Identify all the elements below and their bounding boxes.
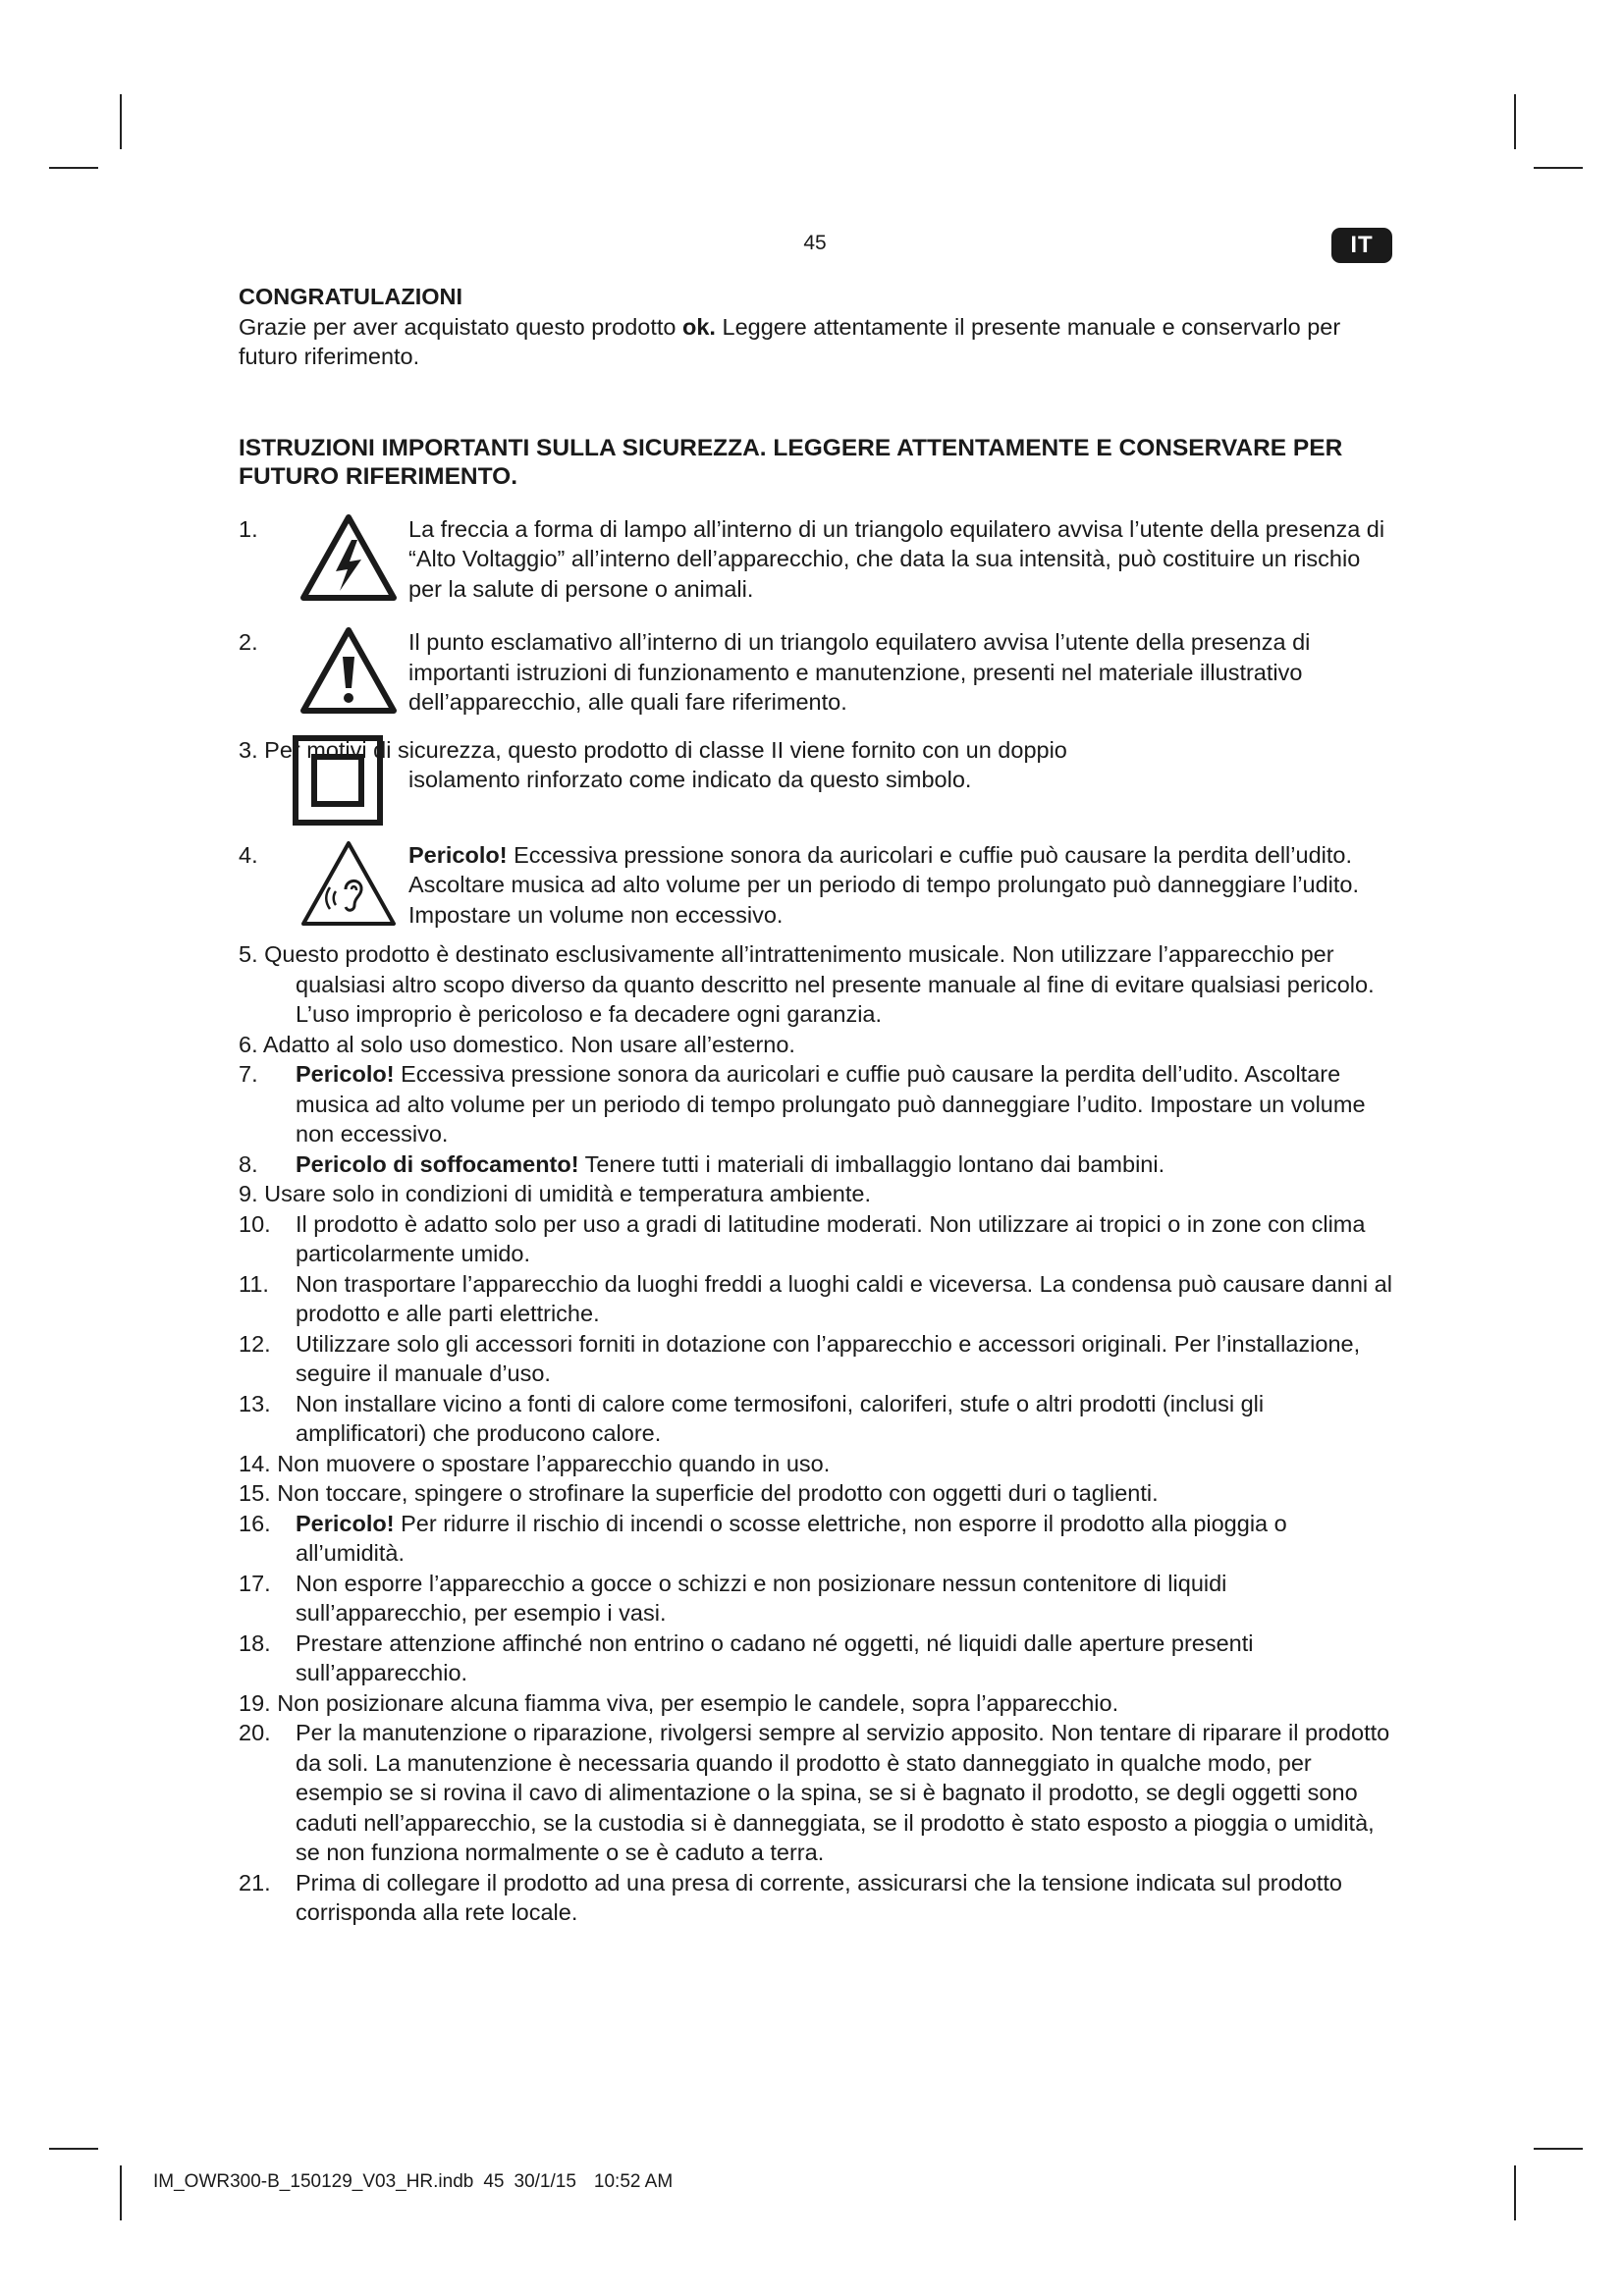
item-body: Questo prodotto è destinato esclusivamente all’intrattenimento musicale. Non utilizzare l’apparecchio per qualsiasi altro scopo diverso da quanto descritto nel presente manuale al fine di evitare qualsiasi pericolo. L’uso improprio è pericoloso e fa decadere ogni garanzia. — [264, 941, 1375, 1027]
congratulations-text — [239, 312, 1397, 372]
item-number: 6. — [239, 1031, 258, 1057]
list-item — [239, 1059, 1397, 1149]
item-text — [277, 1451, 830, 1476]
list-item — [239, 1629, 1397, 1688]
item-body: Prima di collegare il prodotto ad una presa di corrente, assicurarsi che la tensione indicata sul prodotto corrisponda alla rete locale. — [296, 1869, 1342, 1925]
list-item — [239, 1329, 1397, 1389]
crop-mark — [1534, 2148, 1583, 2150]
congratulations-title: CONGRATULAZIONI — [239, 284, 463, 309]
item-bold-label: Pericolo! — [296, 1510, 395, 1536]
brand-name: ok. — [682, 313, 716, 340]
item-number: 19. — [239, 1689, 271, 1716]
item-bold-label: Pericolo di soffocamento! — [296, 1150, 579, 1177]
language-badge: IT — [1331, 228, 1392, 263]
item-number: 10. — [239, 1210, 271, 1237]
item-text — [296, 1329, 1397, 1389]
item-body: Adatto al solo uso domestico. Non usare all’esterno. — [262, 1031, 795, 1057]
item-number: 7. — [239, 1061, 258, 1087]
item-body: Tenere tutti i materiali di imballaggio lontano dai bambini. — [578, 1150, 1165, 1177]
crop-mark — [120, 94, 122, 149]
item-body: Il prodotto è adatto solo per uso a gradi di latitudine moderati. Non utilizzare ai tropici o in zone con clima particolarmente umido. — [296, 1210, 1366, 1266]
item-body: Non installare vicino a fonti di calore come termosifoni, caloriferi, stufe o altri prodotti (inclusi gli amplificatori) che producono calore. — [296, 1390, 1265, 1446]
list-item — [239, 1449, 1397, 1479]
list-item — [239, 1209, 1397, 1269]
class-ii-double-insulation-icon — [293, 735, 383, 833]
congratulations-text-end: Leggere attentamente il presente manuale e conservarlo per futuro riferimento. — [239, 313, 1341, 369]
item-text — [296, 1868, 1397, 1928]
safety-title: ISTRUZIONI IMPORTANTI SULLA SICUREZZA. LEGGERE ATTENTAMENTE E CONSERVARE PER FUTURO RIFERIMENTO. — [239, 434, 1343, 490]
item-body: Non esporre l’apparecchio a gocce o schizzi e non posizionare nessun contenitore di liquidi sull’apparecchio, per esempio i vasi. — [296, 1570, 1227, 1626]
item-number: 18. — [239, 1629, 271, 1656]
list-item — [239, 1030, 1397, 1060]
symbol-item-text: La freccia a forma di lampo all’interno di un triangolo equilatero avvisa l’utente della presenza di “Alto Voltaggio” all’interno dell’apparecchio, che data la sua intensità, può costituire un rischio per la salute di persone o animali. — [408, 515, 1385, 602]
page-number: 45 — [803, 232, 827, 254]
item-number: 5. — [239, 941, 258, 967]
item-number: 15. — [239, 1480, 271, 1506]
item-number: 21. — [239, 1869, 271, 1896]
item-number: 2. — [239, 629, 258, 655]
safety-list — [239, 939, 1397, 1928]
item-body: Utilizzare solo gli accessori forniti in dotazione con l’apparecchio e accessori originali. Per l’installazione, seguire il manuale d’uso. — [296, 1330, 1361, 1386]
page-content — [239, 282, 1397, 1928]
symbol-item — [239, 735, 1397, 795]
item-text — [296, 1718, 1397, 1868]
item-text — [277, 1480, 1158, 1506]
list-item — [239, 1478, 1397, 1509]
footer-file: IM_OWR300-B_150129_V03_HR.indb — [153, 2171, 474, 2192]
item-text — [296, 1509, 1397, 1569]
item-number: 9. — [239, 1181, 258, 1206]
exclamation-warning-icon — [288, 627, 408, 714]
item-number: 3. — [239, 736, 258, 763]
danger-label: Pericolo! — [408, 841, 508, 868]
item-number: 12. — [239, 1330, 271, 1357]
item-body: Per ridurre il rischio di incendi o scosse elettriche, non esporre il prodotto alla pioggia o all’umidità. — [296, 1510, 1287, 1566]
symbol-item — [239, 840, 1397, 931]
high-voltage-warning-icon — [288, 514, 408, 601]
item-text — [296, 1269, 1397, 1329]
crop-mark — [49, 167, 98, 169]
list-item — [239, 1688, 1397, 1719]
list-item — [239, 1718, 1397, 1868]
footer-time: 10:52 AM — [593, 2171, 674, 2192]
item-text — [277, 1690, 1118, 1716]
item-body: Per la manutenzione o riparazione, rivolgersi sempre al servizio apposito. Non tentare di riparare il prodotto da soli. La manutenzione è necessaria quando il prodotto è stato danneggiato in qualche modo, per esempio se si rovina il cavo di alimentazione o la spina, se si è bagnato il prodotto, se degli oggetti sono caduti nell’apparecchio, se la custodia si è danneggiata, se il prodotto è stato esposto a pioggia o umidità, se non funziona normalmente o se è caduto a terra. — [296, 1720, 1390, 1865]
item-number: 14. — [239, 1450, 271, 1476]
item-bold-label: Pericolo! — [296, 1061, 395, 1087]
list-item — [239, 1149, 1397, 1180]
item-body: Non trasportare l’apparecchio da luoghi freddi a luoghi caldi e viceversa. La condensa può causare danni al prodotto e alle parti elettriche. — [296, 1270, 1392, 1326]
symbol-item — [239, 627, 1397, 718]
item-text — [296, 1149, 1397, 1180]
item-number: 20. — [239, 1720, 271, 1745]
item-number: 11. — [239, 1270, 269, 1297]
item-text — [296, 1209, 1397, 1269]
congratulations-text-start: Grazie per aver acquistato questo prodotto — [239, 313, 682, 340]
item-body: Non muovere o spostare l’apparecchio quando in uso. — [277, 1450, 831, 1476]
symbol-item-text-line1 — [239, 735, 1397, 766]
symbol-item-text: Il punto esclamativo all’interno di un triangolo equilatero avvisa l’utente della presenza di importanti istruzioni di funzionamento e manutenzione, presenti nel materiale illustrativo dell’apparecchio, alle quali fare riferimento. — [408, 629, 1311, 715]
item-number: 1. — [239, 515, 258, 542]
crop-mark — [1514, 2165, 1516, 2220]
item-text — [264, 1181, 871, 1206]
symbol-item — [239, 514, 1397, 605]
print-footer — [153, 2171, 682, 2193]
item-text — [296, 1569, 1397, 1629]
item-text — [264, 941, 1374, 1027]
item-number: 13. — [239, 1390, 271, 1416]
list-item — [239, 1509, 1397, 1569]
item-body: Eccessiva pressione sonora da auricolari e cuffie può causare la perdita dell’udito. Ascoltare musica ad alto volume per un periodo di tempo prolungato può danneggiare l’udito. Impostare un volume non eccessivo. — [296, 1061, 1366, 1147]
crop-mark — [1514, 94, 1516, 149]
symbol-item-text: Per motivi di sicurezza, questo prodotto di classe II viene fornito con un doppio — [264, 736, 1067, 763]
list-item — [239, 939, 1397, 1030]
crop-mark — [1534, 167, 1583, 169]
item-text — [296, 1629, 1397, 1688]
footer-page: 45 — [483, 2171, 505, 2192]
symbol-item-text-body: Eccessiva pressione sonora da auricolari e cuffie può causare la perdita dell’udito. Ascoltare musica ad alto volume per un periodo di tempo prolungato può danneggiare l’udito. Impostare un volume non eccessivo. — [408, 841, 1360, 928]
list-item — [239, 1868, 1397, 1928]
item-number: 8. — [239, 1150, 258, 1177]
crop-mark — [49, 2148, 98, 2150]
hearing-damage-warning-icon — [288, 840, 408, 927]
crop-mark — [120, 2165, 122, 2220]
symbol-item-text — [408, 840, 1397, 931]
list-item — [239, 1269, 1397, 1329]
list-item — [239, 1179, 1397, 1209]
item-number: 17. — [239, 1570, 271, 1596]
list-item — [239, 1389, 1397, 1449]
item-body: Usare solo in condizioni di umidità e temperatura ambiente. — [264, 1181, 871, 1206]
footer-date: 30/1/15 — [514, 2171, 576, 2192]
item-number: 4. — [239, 841, 258, 868]
item-number: 16. — [239, 1510, 271, 1536]
symbol-item-text-line2: isolamento rinforzato come indicato da questo simbolo. — [408, 767, 972, 792]
item-body: Non posizionare alcuna fiamma viva, per esempio le candele, sopra l’apparecchio. — [277, 1689, 1119, 1716]
item-text — [263, 1032, 795, 1057]
list-item — [239, 1569, 1397, 1629]
item-body: Prestare attenzione affinché non entrino o cadano né oggetti, né liquidi dalle aperture presenti sull’apparecchio. — [296, 1629, 1254, 1685]
item-body: Non toccare, spingere o strofinare la superficie del prodotto con oggetti duri o taglienti. — [277, 1480, 1159, 1506]
item-text — [296, 1389, 1397, 1449]
item-text — [296, 1059, 1397, 1149]
